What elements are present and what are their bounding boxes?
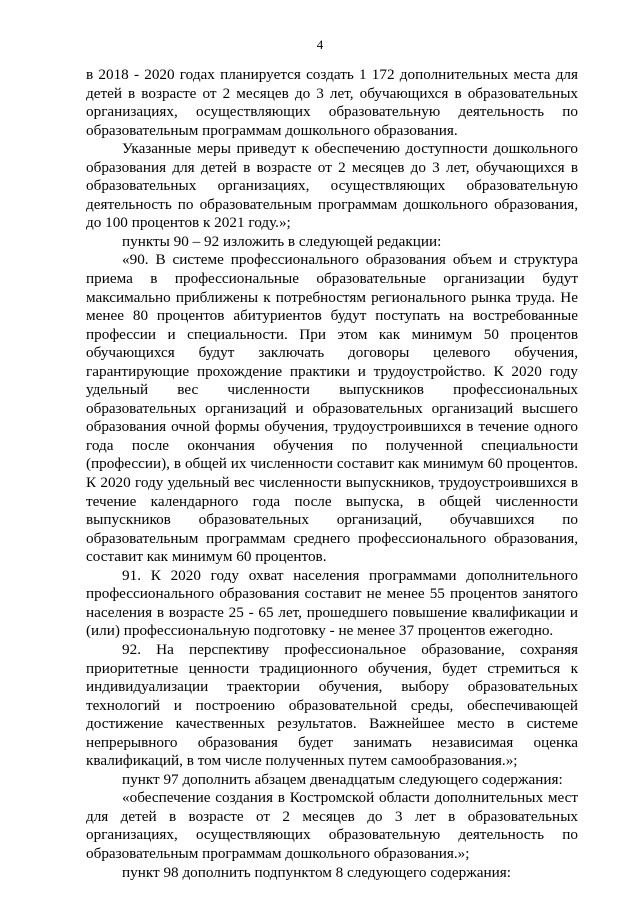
paragraph-item-90: «90. В системе профессионального образования объем и структура приема в профессиональные образовательные организации будут максимально приближены к потребностям регионального рынка труда. Не менее 80 процентов абитуриентов будут поступать на востребованные профессии и специальности. При этом как минимум 50 процентов обучающихся будут заключать договоры целевого обучения, гарантирующие прохождение практики и трудоустройство. К 2020 году удельный вес численности выпускников профессиональных образовательных организаций и образовательных организаций высшего образования очной формы обучения, трудоустроившихся в течение одного года после окончания обучения по полученной специальности (профессии), в общей их численности составит как минимум 60 процентов. К 2020 году удельный вес численности выпускников, трудоустроившихся в течение календарного года после выпуска, в общей численности выпускников образовательных организаций, обучавшихся по образовательным программам среднего профессионального образования, составит как минимум 60 процентов. (86, 251, 578, 566)
paragraph-item-98-instruction: пункт 98 дополнить подпунктом 8 следующего содержания: (122, 863, 511, 881)
paragraph-items-90-92-instruction: пункты 90 – 92 изложить в следующей редакции: (122, 232, 442, 250)
paragraph-item-97-addition: «обеспечение создания в Костромской области дополнительных мест для детей в возрасте от 2 месяцев до 3 лет в образовательных организациях, осуществляющих образовательную деятельность по образовательным программам дошкольного образования.»; (86, 789, 578, 862)
paragraph-access-measures: Указанные меры приведут к обеспечению доступности дошкольного образования для детей в возрасте от 2 месяцев до 3 лет, обучающихся в образовательных организациях, осуществляющих образовательную деятельность по образовательным программам дошкольного образования, до 100 процентов к 2021 году.»; (86, 140, 578, 232)
paragraph-continuation: в 2018 - 2020 годах планируется создать 1 172 дополнительных места для детей в возрасте от 2 месяцев до 3 лет, обучающихся в образовательных организациях, осуществляющих образовательную деятельность по образовательным программам дошкольного образования. (86, 66, 578, 139)
paragraph-item-92: 92. На перспективу профессиональное образование, сохраняя приоритетные ценности традиционного обучения, будет стремиться к индивидуализации траектории обучения, выбору образовательных технологий и построению образовательной среды, обеспечивающей достижение качественных результатов. Важнейшее место в системе непрерывного образования будет занимать независимая оценка квалификаций, в том числе полученных путем самообразования.»; (86, 640, 578, 770)
paragraph-item-91: 91. К 2020 году охват населения программами дополнительного профессионального образования составит не менее 55 процентов занятого населения в возрасте 25 - 65 лет, прошедшего повышение квалификации и (или) профессиональную подготовку - не менее 37 процентов ежегодно. (86, 566, 578, 640)
paragraph-item-97-instruction: пункт 97 дополнить абзацем двенадцатым следующего содержания: (122, 770, 563, 788)
page-number: 4 (316, 37, 324, 52)
document-body (86, 66, 578, 882)
